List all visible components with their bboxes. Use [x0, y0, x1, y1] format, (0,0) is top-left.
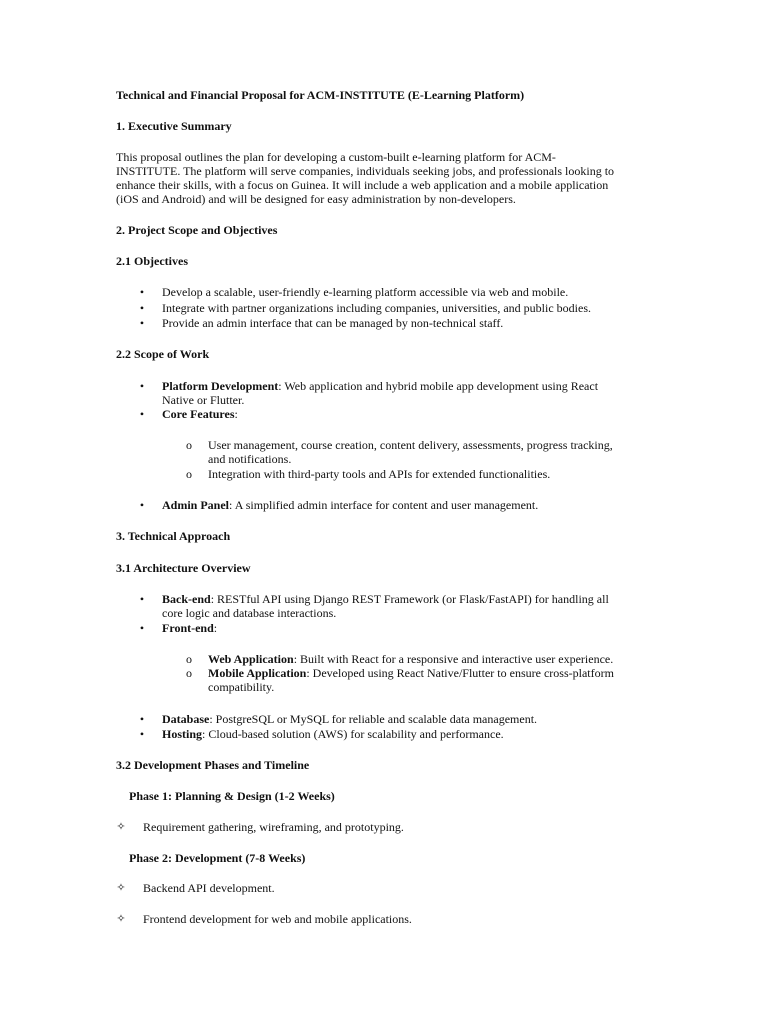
item-label: Web Application: [208, 652, 294, 666]
bullet-dot-icon: •: [139, 407, 145, 421]
circle-bullet-icon: o: [186, 467, 192, 481]
core-feature-text: Integration with third-party tools and APIs for extended functionalities.: [208, 467, 551, 481]
item-text-continued: core logic and database interactions.: [162, 606, 337, 620]
objective-text: Provide an admin interface that can be managed by non-technical staff.: [162, 316, 504, 330]
bullet-dot-icon: •: [139, 498, 145, 512]
objective-text: Integrate with partner organizations including companies, universities, and public bodies.: [162, 301, 591, 315]
list-item: [0, 285, 768, 299]
item-label: Back-end: [162, 592, 211, 606]
architecture-item-backend: [162, 592, 682, 620]
phase-heading: Phase 1: Planning & Design (1-2 Weeks): [129, 789, 335, 803]
star-bullet-icon: ✧: [116, 912, 126, 925]
bullet-dot-icon: •: [139, 316, 145, 330]
circle-bullet-icon: o: [186, 652, 192, 666]
bullet-dot-icon: •: [139, 592, 145, 606]
document-title: Technical and Financial Proposal for ACM-INSTITUTE (E-Learning Platform): [116, 88, 525, 102]
list-item: [0, 712, 768, 726]
item-text: : Built with React for a responsive and interactive user experience.: [293, 652, 614, 666]
phase-task-text: Backend API development.: [143, 881, 275, 895]
item-text-continued: and notifications.: [208, 452, 292, 466]
bullet-dot-icon: •: [139, 301, 145, 315]
item-label: Database: [162, 712, 210, 726]
paragraph-line: This proposal outlines the plan for developing a custom-built e-learning platform for ACM-: [116, 150, 556, 164]
section-heading-executive-summary: 1. Executive Summary: [116, 119, 232, 133]
paragraph-line: enhance their skills, with a focus on Guinea. It will include a web application and a mobile application: [116, 178, 609, 192]
scope-item-core-features: [162, 407, 238, 421]
list-item: [0, 820, 768, 834]
list-item: [0, 379, 768, 407]
subsection-heading-architecture: 3.1 Architecture Overview: [116, 561, 251, 575]
subsection-heading-scope-of-work: 2.2 Scope of Work: [116, 347, 210, 361]
sub-list-item: [0, 666, 768, 694]
scope-item-platform: [162, 379, 682, 407]
bullet-dot-icon: •: [139, 379, 145, 393]
item-label: Mobile Application: [208, 666, 307, 680]
item-text: : Developed using React Native/Flutter to ensure cross-platform: [306, 666, 614, 680]
list-item: [0, 498, 768, 512]
list-item: [0, 621, 768, 635]
list-item: [0, 407, 768, 421]
item-text: :: [234, 407, 238, 421]
sub-list-item: [0, 467, 768, 481]
subsection-heading-objectives: 2.1 Objectives: [116, 254, 188, 268]
item-text: : PostgreSQL or MySQL for reliable and scalable data management.: [209, 712, 538, 726]
sub-list-item: [0, 652, 768, 666]
sub-list-item: [0, 438, 768, 466]
section-heading-project-scope: 2. Project Scope and Objectives: [116, 223, 278, 237]
item-text: User management, course creation, content delivery, assessments, progress tracking,: [208, 438, 613, 452]
bullet-dot-icon: •: [139, 285, 145, 299]
phase-task-text: Requirement gathering, wireframing, and prototyping.: [143, 820, 404, 834]
item-text: :: [213, 621, 218, 635]
item-label: Front-end: [162, 621, 214, 635]
subsection-heading-development-phases: 3.2 Development Phases and Timeline: [116, 758, 310, 772]
item-text-continued: Native or Flutter.: [162, 393, 245, 407]
executive-summary-paragraph: [116, 150, 656, 206]
item-text: : Cloud-based solution (AWS) for scalability and performance.: [202, 727, 504, 741]
frontend-web-application: [208, 652, 613, 666]
list-item: [0, 727, 768, 741]
item-label: Hosting: [162, 727, 203, 741]
circle-bullet-icon: o: [186, 438, 192, 452]
list-item: [0, 881, 768, 895]
architecture-item-hosting: [162, 727, 504, 741]
item-text: : RESTful API using Django REST Framework (or Flask/FastAPI) for handling all: [210, 592, 609, 606]
list-item: [0, 316, 768, 330]
list-item: [0, 912, 768, 926]
bullet-dot-icon: •: [139, 727, 145, 741]
scope-item-admin-panel: [162, 498, 538, 512]
bullet-dot-icon: •: [139, 621, 145, 635]
frontend-mobile-application: [208, 666, 678, 694]
item-label: Platform Development: [162, 379, 279, 393]
star-bullet-icon: ✧: [116, 820, 126, 833]
phase-task-text: Frontend development for web and mobile applications.: [143, 912, 412, 926]
star-bullet-icon: ✧: [116, 881, 126, 894]
list-item: [0, 301, 768, 315]
item-text: : A simplified admin interface for content and user management.: [229, 498, 539, 512]
architecture-item-frontend: [162, 621, 217, 635]
section-heading-technical-approach: 3. Technical Approach: [116, 529, 231, 543]
core-feature-text: [208, 438, 678, 466]
list-item: [0, 592, 768, 620]
item-label: Admin Panel: [162, 498, 230, 512]
item-text-continued: compatibility.: [208, 680, 275, 694]
item-label: Core Features: [162, 407, 235, 421]
paragraph-line: INSTITUTE. The platform will serve companies, individuals seeking jobs, and professionals looking to: [116, 164, 615, 178]
item-text: : Web application and hybrid mobile app development using React: [278, 379, 599, 393]
paragraph-line: (iOS and Android) and will be designed for easy administration by non-developers.: [116, 192, 516, 206]
phase-heading: Phase 2: Development (7-8 Weeks): [129, 851, 306, 865]
circle-bullet-icon: o: [186, 666, 192, 680]
architecture-item-database: [162, 712, 537, 726]
bullet-dot-icon: •: [139, 712, 145, 726]
objective-text: Develop a scalable, user-friendly e-learning platform accessible via web and mobile.: [162, 285, 569, 299]
